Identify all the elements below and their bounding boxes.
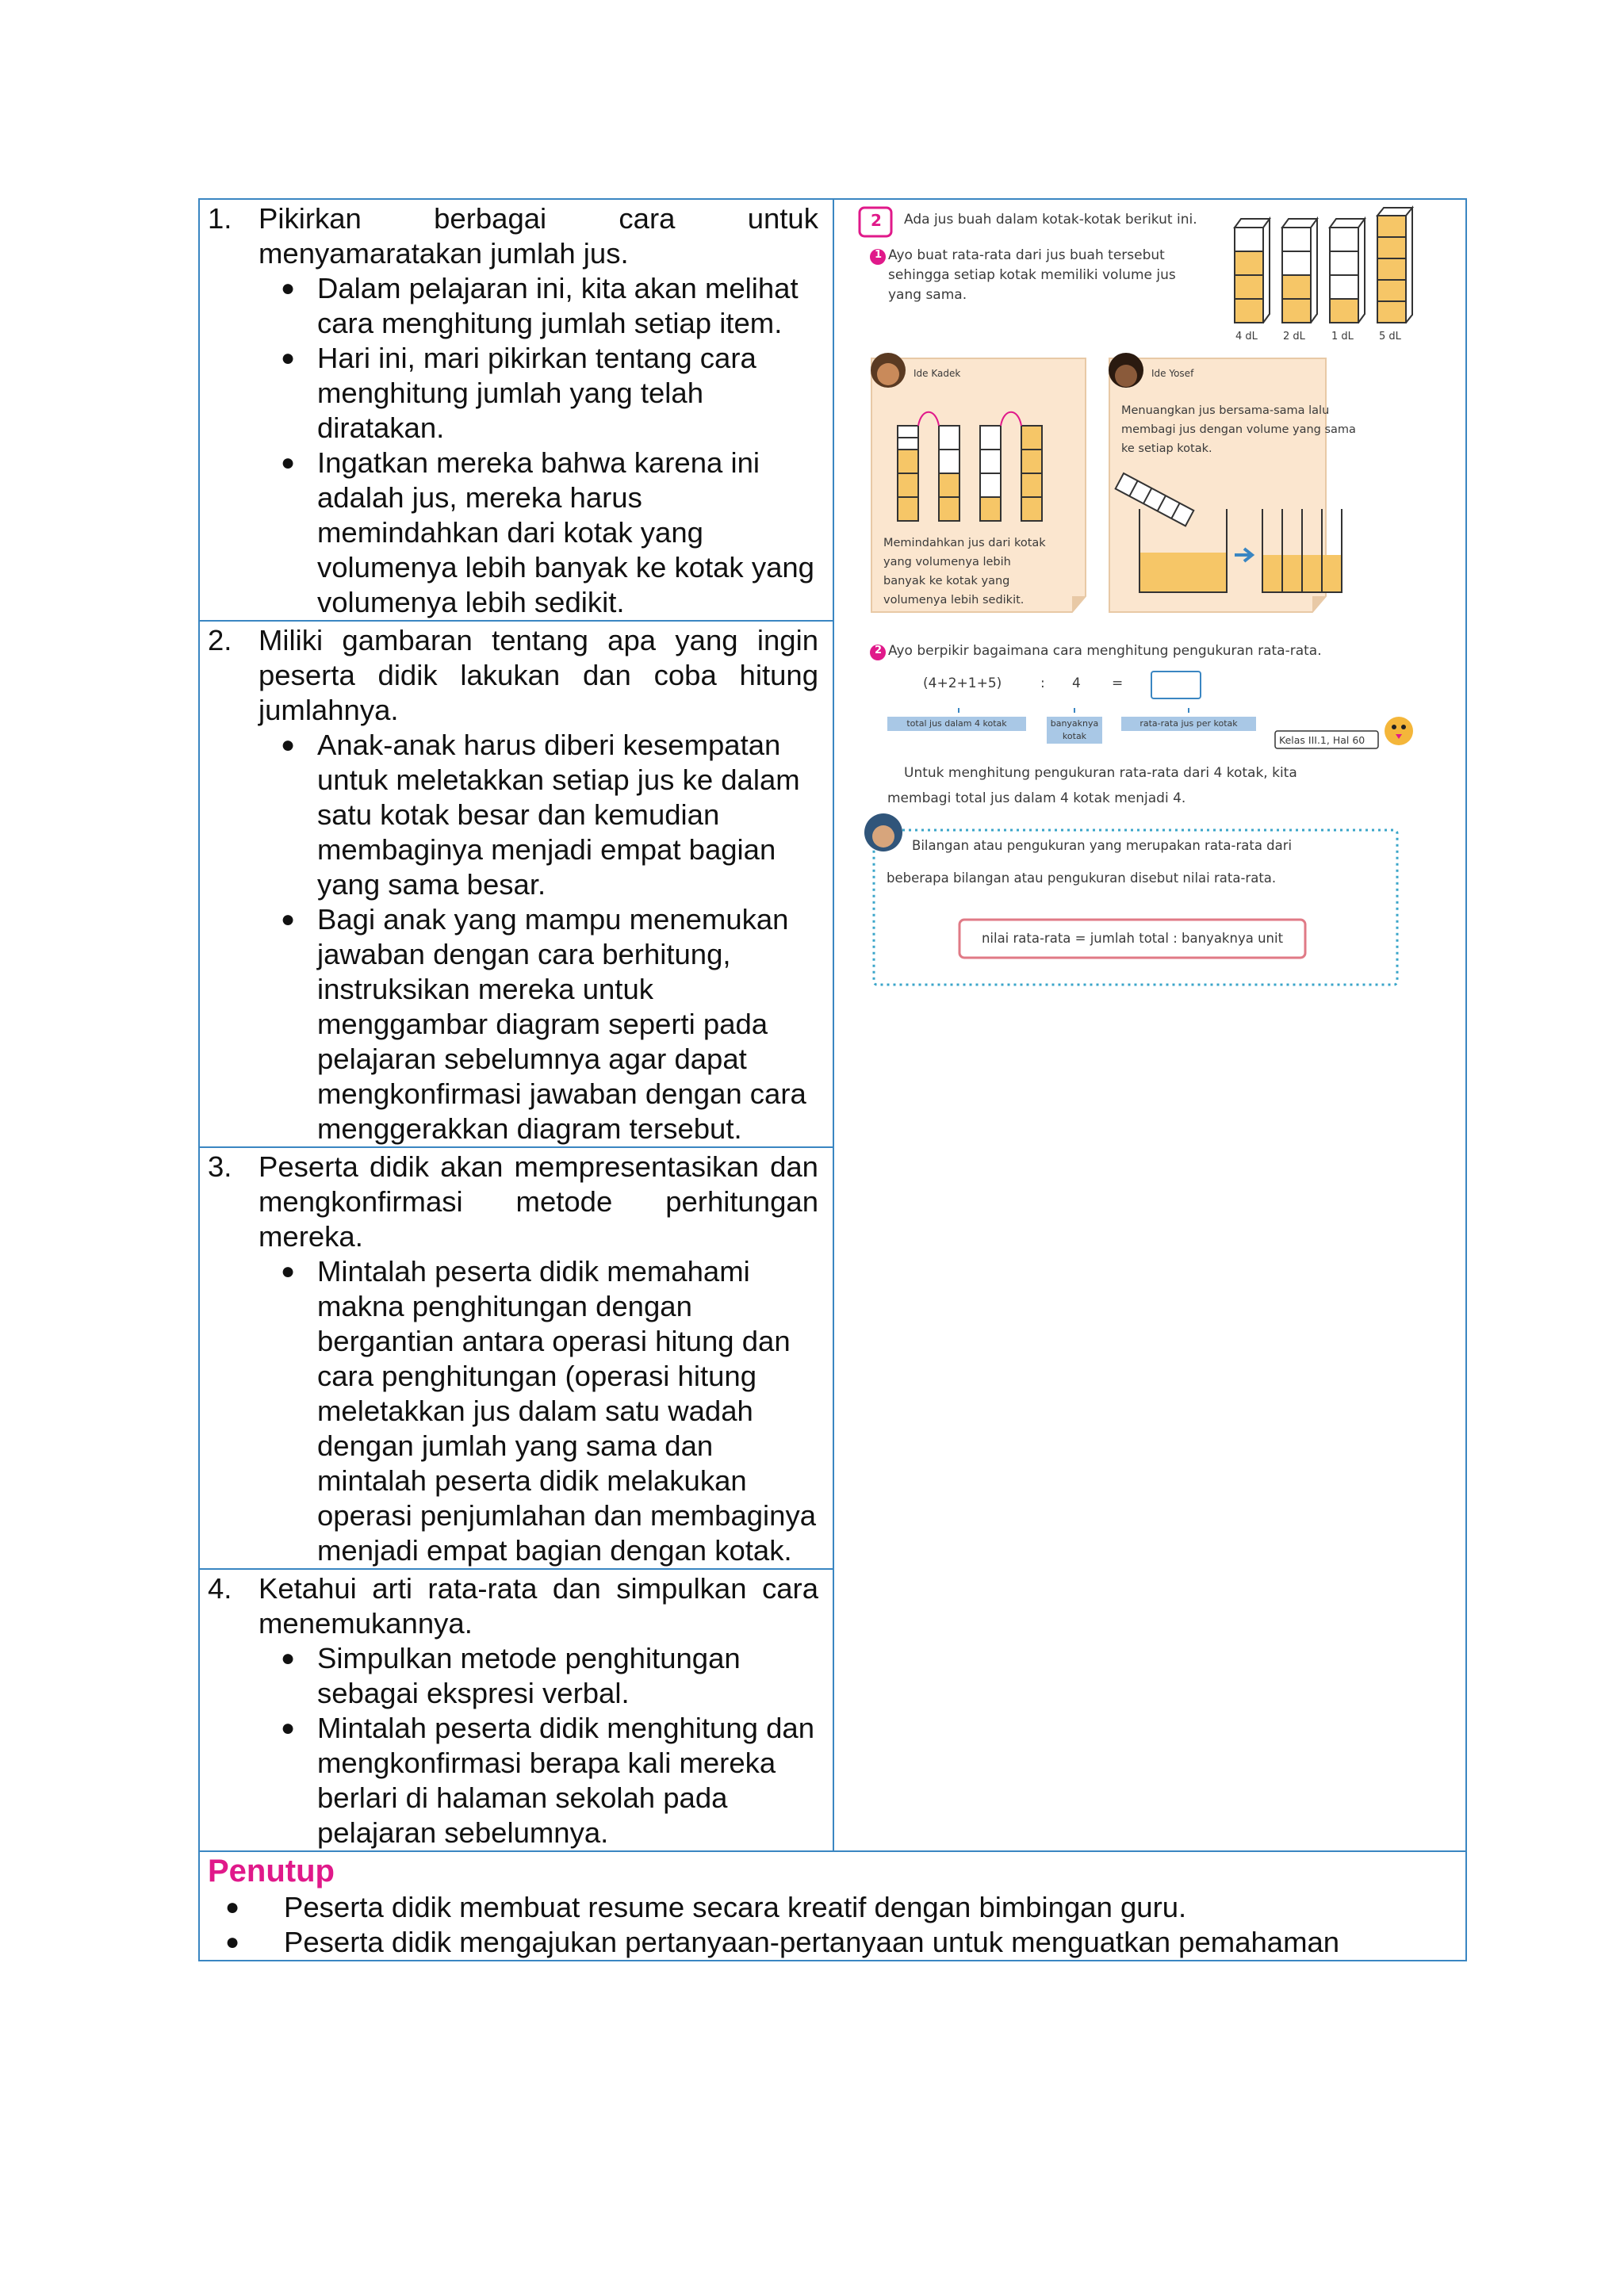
step-bullet-text: Hari ini, mari pikirkan tentang cara menghitung jumlah yang telah diratakan. (317, 342, 756, 444)
explain-line1: Untuk menghitung pengukuran rata-rata dari 4 kotak, kita (904, 765, 1297, 781)
bullet-icon: ● (280, 275, 296, 301)
idea1-line3: banyak ke kotak yang (883, 575, 1010, 587)
equation-four: 4 (1072, 675, 1081, 691)
idea1-line2: yang volumenya lebih (883, 556, 1011, 568)
step-bullet-item (259, 1711, 818, 1850)
reference-tag-text: Kelas III.1, Hal 60 (1279, 734, 1365, 746)
equation-equals: = (1112, 675, 1124, 691)
idea1-line4: volumenya lebih sedikit. (883, 594, 1025, 607)
step-4 (200, 1568, 833, 1850)
penutup-heading: Penutup (208, 1854, 335, 1888)
step-1 (208, 201, 818, 620)
volume-label-1dl: 1 dL (1331, 331, 1354, 342)
definition-panel (874, 830, 1397, 985)
step-heading-text: Miliki gambaran tentang apa yang ingin peserta didik lakukan dan coba hitung jumlahnya. (259, 624, 818, 726)
step-bullet-item (259, 1254, 818, 1568)
step-bullet-text: Anak-anak harus diberi kesempatan untuk meletakkan setiap jus ke dalam satu kotak besar dan kemudian membaginya menjadi empat bagian yang sama besar. (317, 729, 800, 901)
steps-column (199, 199, 833, 1851)
juice-box-1dl (1330, 219, 1365, 323)
label-total-text: total jus dalam 4 kotak (906, 718, 1007, 729)
penutup-item (225, 1925, 1465, 1960)
step-heading (208, 623, 818, 728)
volume-label-2dl: 2 dL (1283, 331, 1305, 342)
bullet-icon: ● (225, 1894, 240, 1920)
closing-cell (199, 1851, 1466, 1961)
step-bullet-list (208, 1641, 818, 1850)
idea1-title: Ide Kadek (914, 368, 961, 379)
step-heading (208, 1150, 818, 1254)
illustration-cell (833, 199, 1466, 1851)
penutup-item-text: Peserta didik membuat resume secara kreatif dengan bimbingan guru. (284, 1891, 1187, 1923)
step-bullet-text: Dalam pelajaran ini, kita akan melihat cara menghitung jumlah setiap item. (317, 272, 799, 339)
step-bullet-item (259, 271, 818, 341)
bullet-icon: ● (280, 1715, 296, 1741)
step-heading-text: Ketahui arti rata-rata dan simpulkan cara menemukannya. (259, 1572, 818, 1640)
step-bullet-item (259, 1641, 818, 1711)
step-number: 3. (208, 1150, 232, 1183)
step-bullet-item (259, 728, 818, 902)
step-bullet-item (259, 341, 818, 446)
bullet-icon: ● (280, 1258, 296, 1284)
task2-marker: 2 (875, 645, 883, 656)
step-bullet-list (208, 271, 818, 620)
step-bullet-list (208, 728, 818, 1146)
lesson-page (198, 198, 1443, 1961)
step-heading-text: Peserta didik akan mempresentasikan dan mengkonfirmasi metode perhitungan mereka. (259, 1150, 818, 1253)
equation-divide: : (1040, 675, 1045, 691)
idea2-title: Ide Yosef (1151, 368, 1194, 379)
illustration-intro: Ada jus buah dalam kotak-kotak berikut ini. (904, 212, 1197, 228)
task1-line3: yang sama. (888, 287, 967, 303)
task1-line2: sehingga setiap kotak memiliki volume jus (888, 267, 1176, 283)
step-2 (200, 620, 833, 1146)
juice-box-5dl (1377, 208, 1412, 323)
juice-box-4dl (1235, 219, 1270, 323)
juice-box-2dl (1282, 219, 1317, 323)
idea1-line1: Memindahkan jus dari kotak (883, 537, 1046, 549)
step-bullet-text: Bagi anak yang mampu menemukan jawaban dengan cara berhitung, instruksikan mereka untuk menggambar diagram seperti pada pelajaran sebelumnya agar dapat mengkonfirmasi jawaban dengan cara menggerakkan diagram tersebut. (317, 903, 806, 1145)
lesson-table (198, 198, 1467, 1961)
bullet-icon: ● (280, 450, 296, 476)
label-count-text-2: kotak (1062, 731, 1087, 741)
task1-marker: 1 (875, 249, 883, 261)
idea2-line1: Menuangkan jus bersama-sama lalu (1121, 404, 1330, 417)
label-count-text-1: banyaknya (1050, 718, 1099, 729)
problem-number: 2 (871, 211, 882, 230)
idea2-line3: ke setiap kotak. (1121, 442, 1212, 455)
equation-sum: (4+2+1+5) (923, 675, 1002, 691)
label-average-text: rata-rata jus per kotak (1139, 718, 1238, 729)
task2-text: Ayo berpikir bagaimana cara menghitung pengukuran rata-rata. (888, 643, 1322, 659)
bullet-icon: ● (225, 1929, 240, 1955)
step-bullet-list (208, 1254, 818, 1568)
step-bullet-text: Mintalah peserta didik memahami makna penghitungan dengan bergantian antara operasi hitung dan cara penghitungan (operasi hitung meletakkan jus dalam satu wadah dengan jumlah yang sama dan mintalah peserta didik melakukan operasi penjumlahan dan membaginya menjadi empat bagian dengan kotak. (317, 1255, 817, 1567)
answer-box (1151, 672, 1201, 698)
step-bullet-text: Ingatkan mereka bahwa karena ini adalah jus, mereka harus memindahkan dari kotak yang volumenya lebih banyak ke kotak yang volumenya lebih sedikit. (317, 446, 814, 618)
step-bullet-text: Mintalah peserta didik menghitung dan mengkonfirmasi berapa kali mereka berlari di halaman sekolah pada pelajaran sebelumnya. (317, 1712, 814, 1849)
penutup-item-text: Peserta didik mengajukan pertanyaan-pertanyaan untuk menguatkan pemahaman (284, 1926, 1340, 1958)
penutup-list (208, 1890, 1465, 1960)
bullet-icon: ● (280, 732, 296, 758)
definition-line1: Bilangan atau pengukuran yang merupakan rata-rata dari (912, 838, 1293, 853)
step-number: 1. (208, 202, 232, 235)
step-number: 2. (208, 624, 232, 656)
penutup-item (225, 1890, 1465, 1925)
step-3 (200, 1146, 833, 1568)
idea2-line2: membagi jus dengan volume yang sama (1121, 423, 1356, 436)
bullet-icon: ● (280, 345, 296, 371)
bullet-icon: ● (280, 906, 296, 932)
task1-line1: Ayo buat rata-rata dari jus buah tersebut (888, 247, 1165, 263)
volume-label-4dl: 4 dL (1235, 331, 1258, 342)
explain-line2: membagi total jus dalam 4 kotak menjadi 4. (887, 790, 1186, 806)
textbook-illustration (834, 200, 1465, 993)
step-bullet-item (259, 446, 818, 620)
step-heading (208, 1571, 818, 1641)
steps-list (208, 201, 818, 1850)
volume-label-5dl: 5 dL (1379, 331, 1401, 342)
step-number: 4. (208, 1572, 232, 1605)
definition-line2: beberapa bilangan atau pengukuran disebut nilai rata-rata. (887, 871, 1277, 886)
step-heading-text: Pikirkan berbagai cara untuk menyamaratakan jumlah jus. (259, 202, 818, 270)
step-bullet-item (259, 902, 818, 1146)
step-bullet-text: Simpulkan metode penghitungan sebagai ekspresi verbal. (317, 1642, 741, 1709)
step-heading (208, 201, 818, 271)
mascot-bird-icon (1385, 717, 1413, 745)
bullet-icon: ● (280, 1645, 296, 1671)
formula-text: nilai rata-rata = jumlah total : banyaknya unit (981, 931, 1284, 946)
